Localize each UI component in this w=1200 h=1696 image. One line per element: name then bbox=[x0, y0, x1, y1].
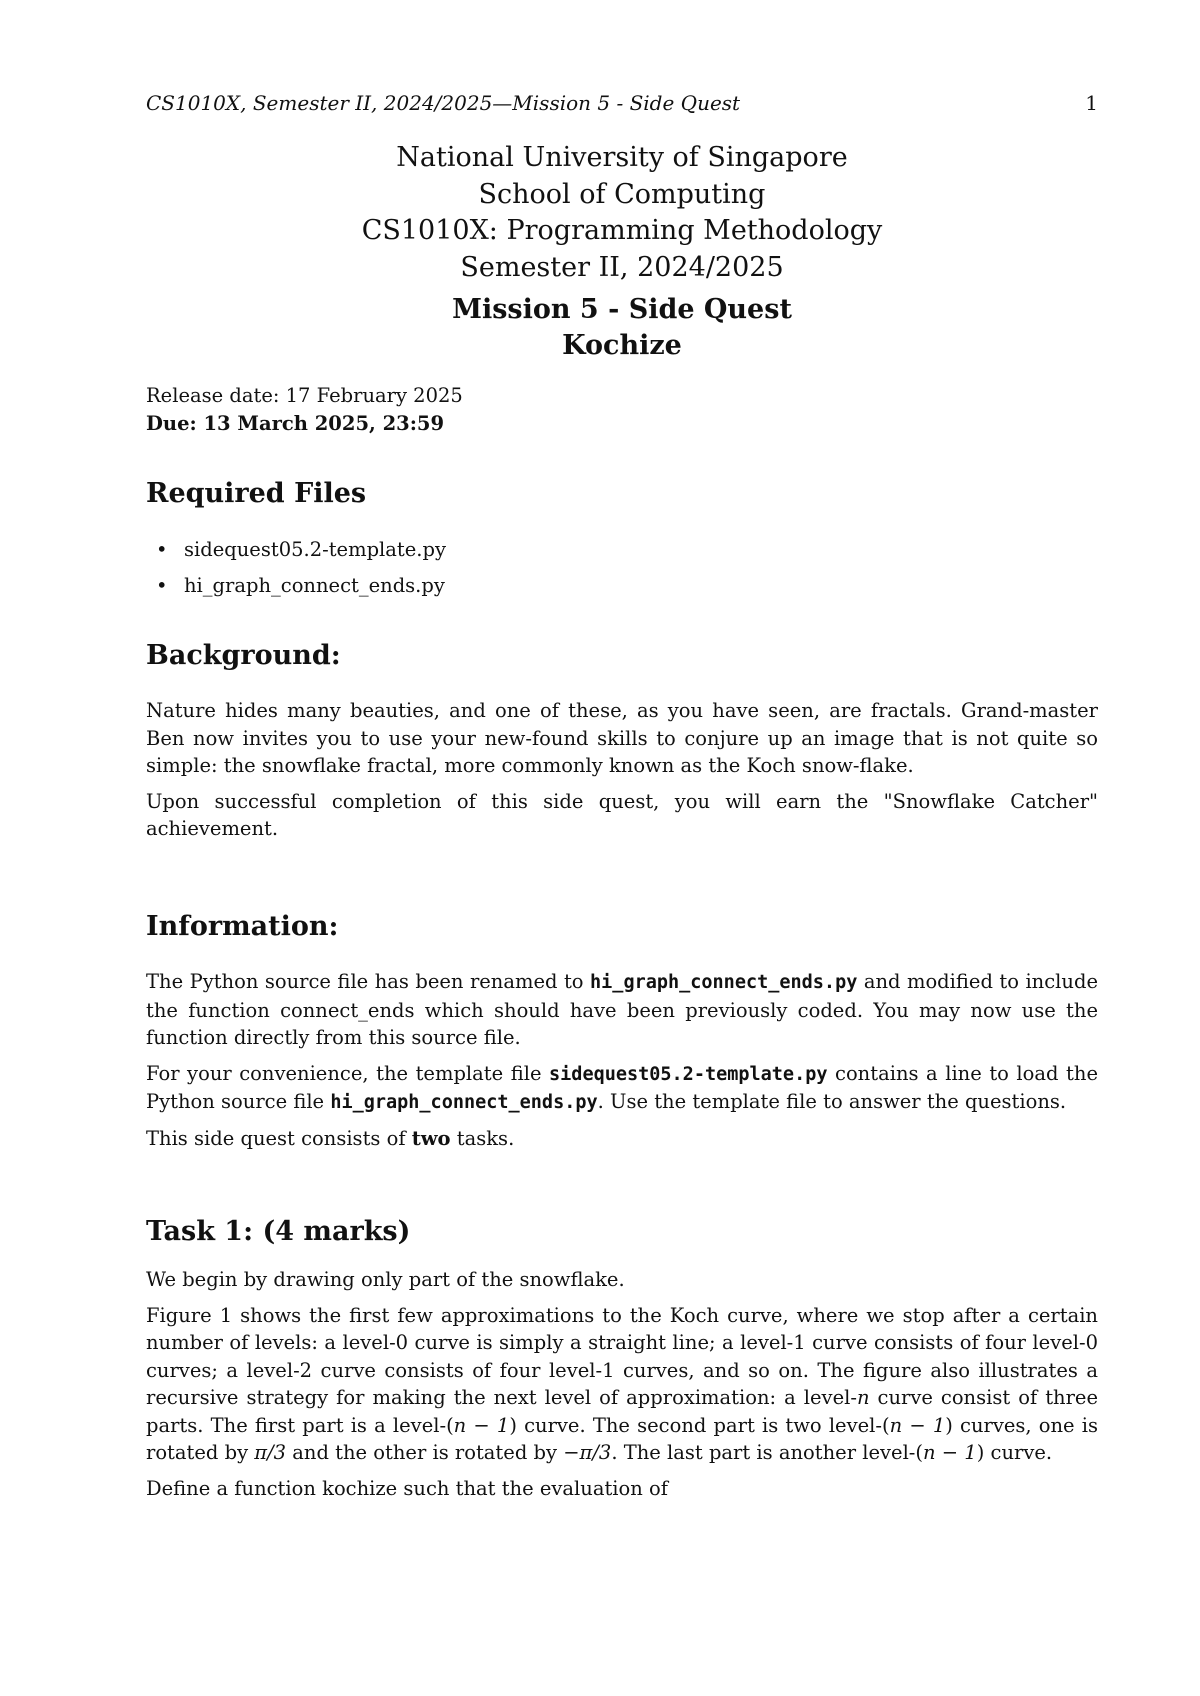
required-files-heading: Required Files bbox=[146, 478, 367, 509]
math: −π/3 bbox=[563, 1441, 612, 1464]
text-run: The Python source file has been renamed to bbox=[146, 970, 591, 993]
emphasis: two bbox=[411, 1126, 451, 1150]
math: n − 1 bbox=[923, 1441, 977, 1464]
information-heading: Information: bbox=[146, 911, 339, 942]
dates bbox=[146, 382, 1098, 437]
information-paragraph-1 bbox=[146, 968, 1098, 1052]
release-date: Release date: 17 February 2025 bbox=[146, 384, 463, 407]
due-date: Due: 13 March 2025, 23:59 bbox=[146, 411, 445, 435]
file-name-code: hi_graph_connect_ends.py bbox=[590, 972, 858, 993]
bullet-icon: • bbox=[156, 538, 168, 561]
running-header bbox=[146, 90, 1098, 116]
task1-paragraph-2 bbox=[146, 1302, 1098, 1467]
information-paragraph-3 bbox=[146, 1125, 1098, 1153]
task1-heading: Task 1: (4 marks) bbox=[146, 1216, 411, 1247]
school-name: School of Computing bbox=[478, 178, 766, 210]
text-run: . The last part is another level-( bbox=[611, 1441, 924, 1464]
file-name: sidequest05.2-template.py bbox=[184, 538, 446, 561]
running-title: CS1010X, Semester II, 2024/2025—Mission 5 - Side Quest bbox=[146, 91, 741, 115]
background-heading: Background: bbox=[146, 640, 341, 671]
text-run: For your convenience, the template file bbox=[146, 1061, 550, 1085]
text-run: tasks. bbox=[450, 1126, 515, 1150]
mission-title: Mission 5 - Side Quest bbox=[452, 294, 792, 325]
background-paragraph-1: Nature hides many beauties, and one of these, as you have seen, are fractals. Grand-master Ben now invites you to use your new-found skills to conjure up an image that is not quite so simple: the snowflake fractal, more commonly known as the Koch snow-flake. bbox=[146, 699, 1098, 777]
list-item bbox=[146, 568, 446, 604]
task1-paragraph-3: Define a function kochize such that the evaluation of bbox=[146, 1476, 668, 1500]
university-name: National University of Singapore bbox=[396, 142, 848, 173]
information-section bbox=[146, 968, 1098, 1160]
information-paragraph-2 bbox=[146, 1060, 1098, 1117]
math: π/3 bbox=[254, 1441, 287, 1464]
text-run: Figure 1 shows the first few approximations to the Koch curve, where we stop after a certain number of levels: a level-0 curve is simply a straight line; a level-1 curve consists of four level-0 curves; a level-2 curve consists of four level-1 curves, and so on. The figure also illustrates a recursive strategy for making the next level of approximation: a level- bbox=[146, 1303, 1098, 1409]
background-paragraph-2: Upon successful completion of this side quest, you will earn the "Snowflake Catcher" achievement. bbox=[146, 789, 1098, 840]
semester: Semester II, 2024/2025 bbox=[460, 251, 784, 283]
math: n − 1 bbox=[889, 1413, 946, 1437]
math: n − 1 bbox=[453, 1413, 510, 1437]
text-run: ) curves, one is rotated by bbox=[146, 1413, 1099, 1464]
file-name-code: sidequest05.2-template.py bbox=[549, 1063, 828, 1085]
math: n bbox=[856, 1386, 870, 1409]
text-run: curve consist of three parts. The first part is a level-( bbox=[146, 1386, 1098, 1437]
task1-section bbox=[146, 1266, 1098, 1510]
text-run: contains a line to load the Python source file bbox=[146, 1061, 1098, 1113]
file-name-code: hi_graph_connect_ends.py bbox=[330, 1092, 598, 1113]
text-run: ) curve. The second part is two level-( bbox=[509, 1413, 890, 1437]
file-name: hi_graph_connect_ends.py bbox=[184, 574, 445, 597]
background-section bbox=[146, 697, 1098, 851]
text-run: and modified to include the function connect_ends which should have been previously coded. You may now use the function directly from this source file. bbox=[146, 970, 1098, 1049]
text-run: . Use the template file to answer the questions. bbox=[597, 1090, 1067, 1113]
required-files-list bbox=[146, 532, 446, 604]
task1-paragraph-1: We begin by drawing only part of the snowflake. bbox=[146, 1268, 625, 1291]
text-run: and the other is rotated by bbox=[286, 1441, 564, 1464]
list-item bbox=[146, 532, 446, 568]
text-run: This side quest consists of bbox=[146, 1126, 412, 1150]
page-number: 1 bbox=[1085, 91, 1098, 115]
course-name: CS1010X: Programming Methodology bbox=[361, 215, 883, 246]
title-block bbox=[146, 140, 1098, 364]
bullet-icon: • bbox=[156, 574, 168, 597]
mission-subtitle: Kochize bbox=[562, 330, 682, 361]
text-run: ) curve. bbox=[976, 1441, 1053, 1464]
